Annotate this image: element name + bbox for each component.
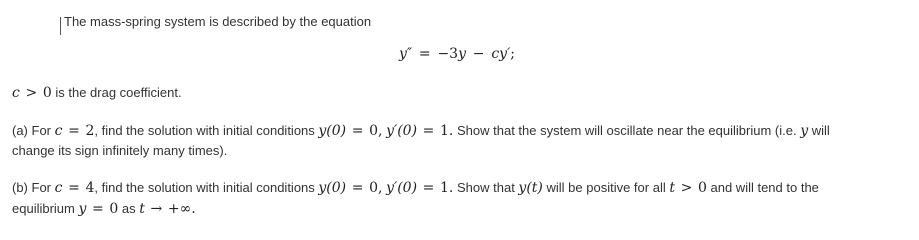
part-b-ic-val-2: 1. [440,180,454,196]
part-b-text-4: will be positive for all [542,180,670,195]
part-a-ic-eq-2: = [422,123,435,139]
part-b-yt: y(t) [518,180,543,196]
part-a-line-2 [12,142,227,159]
part-a-ic-2: y′(0) [386,123,418,139]
eq-var-y: y [458,46,467,62]
part-a-eq: = [68,123,80,139]
part-a-ic-1: y(0) [318,123,347,139]
part-b-line-1 [12,179,819,197]
part-b-text-5: and will tend to the [706,180,819,195]
part-b-t: t [669,180,675,196]
part-b-t-2: t [139,201,145,217]
part-a-y: y [800,123,809,139]
eq-minus-1: − [437,46,450,62]
text-cursor [60,17,61,35]
part-b-c: c [54,180,63,196]
drag-text: is the drag coefficient. [51,85,182,100]
part-a-ic-val-2: 1. [440,123,454,139]
drag-note [12,84,182,102]
drag-c: c [12,85,20,101]
part-b-ic-eq-1: = [351,180,364,196]
eq-var-cy: cy′ [491,46,511,62]
eq-coef: 3 [449,46,459,62]
part-a-line-1 [12,122,830,140]
part-a-text-4: will [808,123,830,138]
eq-lhs: y″ [399,46,413,62]
part-b-text-2: , find the solution with initial conditions [94,180,319,195]
part-a-c-value: 2 [85,123,95,139]
eq-minus-2: − [472,46,485,62]
part-b-y: y [78,201,87,217]
part-b-c-value: 4 [85,180,95,196]
part-a-text-5: change its sign infinitely many times). [12,143,228,158]
part-a-text-1: (a) For [12,123,55,138]
part-a-text-3: Show that the system will oscillate near the equilibrium (i.e. [453,123,801,138]
part-b-text-1: (b) For [12,180,55,195]
drag-gt: > [25,85,38,101]
part-b-zero-2: 0 [109,201,119,217]
part-a-c: c [54,123,63,139]
part-b-text-3: Show that [453,180,519,195]
part-a-ic-val-1: 0, [369,123,383,139]
intro-text [64,13,371,30]
part-b-line-2 [12,200,196,218]
part-b-text-6: equilibrium [12,201,79,216]
part-a-ic-eq-1: = [351,123,364,139]
part-b-ic-eq-2: = [422,180,435,196]
part-b-eq: = [68,180,80,196]
part-b-ic-2: y′(0) [386,180,418,196]
part-b-text-7: as [118,201,140,216]
part-b-ic-1: y(0) [318,180,347,196]
part-b-arrow: → [150,201,163,217]
part-a-text-2: , find the solution with initial conditions [94,123,319,138]
intro-label: The mass-spring system is described by the equation [64,14,372,29]
part-b-infinity: +∞. [167,201,196,217]
part-b-zero: 0 [697,180,707,196]
part-b-gt: > [680,180,693,196]
drag-zero: 0 [42,85,52,101]
part-b-eq-2: = [92,201,104,217]
main-equation [399,45,515,63]
part-b-ic-val-1: 0, [369,180,383,196]
eq-semicolon: ; [510,46,515,62]
eq-equals: = [418,46,431,62]
